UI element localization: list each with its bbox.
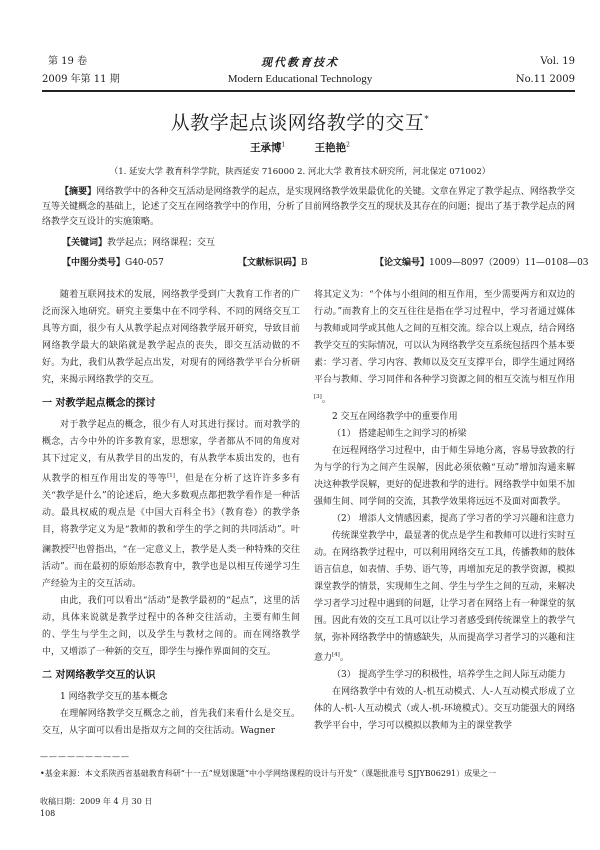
keywords	[62, 235, 215, 248]
doc-code-value: B	[301, 258, 308, 268]
header-issue-en: No.11 2009	[515, 74, 575, 85]
author-name: 王艳艳	[314, 142, 347, 154]
subsection-heading-1: 1 网络教学交互的基本概念	[60, 692, 168, 702]
article-title-text: 从教学起点谈网络教学的交互	[170, 112, 425, 134]
clc-number	[62, 255, 164, 268]
article-number	[375, 255, 589, 268]
header-volume-cn: 第 19 卷	[48, 56, 88, 67]
paragraph-text: ，但是在分析了这许许多多有关“教学是什么”的论述后，绝大多数观点都把教学看作是一种活动。最具权威的观点是《中国大百科全书》（教育卷）的教学条目，将教学定义为是“教师的教和学生的学之间的共同活动”。叶澜教授	[42, 474, 300, 555]
header-rule	[42, 90, 575, 92]
citation-ref: [4]	[332, 652, 340, 658]
citation-ref: [1]	[167, 473, 175, 479]
header-journal-en: Modern Educational Technology	[227, 73, 373, 85]
paragraph-text: 。	[339, 653, 349, 663]
right-column	[314, 287, 575, 735]
body-paragraph: 在理解网络教学交互概念之前，首先我们来看什么是交互。交互，从字面可以看出是指双方之间的交往活动。Wagner	[42, 709, 300, 736]
header-volume-en: Vol. 19	[540, 56, 575, 67]
keywords-label: 【关键词】	[62, 238, 108, 248]
keywords-text: 教学起点；网络课程；交互	[107, 238, 216, 248]
abstract	[42, 185, 575, 230]
citation-ref: [2]	[69, 544, 78, 550]
header-issue-cn: 2009 年第 11 期	[42, 74, 120, 85]
paragraph-text: 也曾指出，“在一定意义上，教学是人类一种特殊的交往活动”。而在最初的原始形态教育中，教学也是以相互传递学习生产经验为主的交互活动。	[42, 545, 300, 589]
footnote-separator: ——————————	[40, 752, 130, 761]
received-date: 收稿日期：2009 年 4 月 30 日	[40, 797, 153, 806]
body-paragraph: 在远程网络学习过程中，由于师生异地分离，容易导致教的行为与学的行为之间产生误解，因此必须依赖“互动”增加沟通来解决这种教学误解，更好的促进教和学的进行。网络教学中如果不加强师生间、同学间的交流，其教学效果将远远不及面对面教学。	[314, 446, 576, 507]
paragraph-text: 。	[321, 395, 331, 405]
paragraph-text: 传统课堂教学中，最显著的优点是学生和教师可以进行实时互动。在网络教学过程中，可以利用网络交互工具，传播教师的肢体语言信息，如表情、手势、语气等，再增加充足的教学资源，模拟课堂教学的情景，实现师生之间、学生与学生之间的互动，来解决学习者学习过程中遇到的问题，让学习者在网络上有一种课堂的氛围。因此有效的交互工具可以让学习者感受到传统课堂上的教学气氛，弥补网络教学中的情感缺失，从而提高学习者学习的兴趣和注意力	[314, 531, 576, 663]
body-paragraph	[42, 417, 300, 593]
abstract-label: 【摘要】	[60, 187, 97, 197]
page-number: 108	[40, 809, 56, 818]
subsection-heading-2: 2 交互在网络教学中的重要作用	[332, 412, 458, 422]
section-heading-1: 一 对教学起点概念的探讨	[42, 398, 156, 409]
article-no-label: 【论文编号】	[375, 258, 430, 268]
body-paragraph	[314, 528, 575, 667]
item-heading-1: （1） 搭建起师生之间学习的桥梁	[332, 429, 467, 439]
funding-footnote: •基金来源：本文系陕西省基础教育科研“十一五”规划课题“中小学网络课程的设计与开发”（课题批准号 SJJYB06291）成果之一	[40, 769, 497, 778]
body-paragraph	[314, 287, 575, 409]
author-list	[0, 140, 600, 155]
title-footnote-mark: *	[424, 114, 430, 125]
body-paragraph: 由此，我们可以看出“活动”是教学最初的“起点”，这里的活动，具体来说就是教学过程中的各种交往活动，主要有师生间的、学生与学生之间，以及学生与教材之间的。而在网络教学中，又增添了一种新的交互，即学生与操作界面间的交互。	[42, 596, 300, 657]
document-code	[238, 255, 308, 268]
abstract-text: 网络教学中的各种交互活动是网络教学的起点，是实现网络教学效果最优化的关键。文章在界定了教学起点、网络教学交互等关键概念的基础上，论述了交互在网络教学中的作用，分析了目前网络教学交互的现状及其存在的问题；提出了基于教学起点的网络教学交互设计的实施策略。	[42, 187, 575, 227]
left-column	[42, 287, 300, 740]
author-affil-mark: 2	[346, 141, 350, 149]
doc-code-label: 【文献标识码】	[238, 258, 302, 268]
paragraph-text: 将其定义为：“个体与小组间的相互作用，至少需要两方和双边的行动。”而教育上的交互往往是指在学习过程中，学习者通过媒体与教师或同学或其他人之间的互相交流。综合以上观点，结合网络教学交互的实际情况，可以认为网络教学交互系统包括四个基本要素：学习者、学习内容、教师以及交互支撑平台，即学生通过网络平台与教师、学习同伴和各种学习资源之间的相互交流与相互作用	[314, 290, 576, 385]
body-paragraph: 在网络教学中有效的人-机互动模式、人-人互动模式形成了立体的人-机-人互动模式（或人-机-环境模式）。交互功能强大的网络教学平台中，学习可以模拟以教师为主的课堂教学	[314, 687, 575, 731]
article-title	[0, 108, 600, 135]
intro-paragraph: 随着互联网技术的发展，网络教学受到广大教育工作者的广泛而深入地研究。研究主要集中在不同学科、不同的网络交互工具等方面，很少有人从教学起点对网络教学展开研究，导致目前网络教学最大的缺陷就是教学起点的丧失，即交互活动做的不好。为此，我们从教学起点出发，对现有的网络教学平台分析研究，来揭示网络教学的交互。	[42, 290, 300, 385]
clc-value: G40-057	[125, 258, 164, 268]
author-name: 王承博	[250, 142, 282, 154]
item-heading-2: （2） 增添人文情感因素，提高了学习者的学习兴趣和注意力	[332, 514, 575, 524]
header-journal-cn: 现代教育技术	[261, 56, 339, 69]
clc-label: 【中图分类号】	[62, 258, 126, 268]
article-no-value: 1009—8097（2009）11—0108—03	[429, 258, 589, 268]
section-heading-2: 二 对网络教学交互的认识	[42, 670, 156, 681]
affiliations: （1. 延安大学 教育科学学院，陕西延安 716000 2. 河北大学 教育技术研究所，河北保定 071002）	[109, 167, 491, 177]
item-heading-3: （3） 提高学生学习的积极性，培养学生之间人际互动能力	[332, 670, 566, 680]
author-affil-mark: 1	[281, 141, 286, 149]
paragraph-text: 对于教学起点的概念，很少有人对其进行探讨。而对教学的概念，古今中外的许多教育家，思想家，学者都从不同的角度对其下过定义，有从教学目的出发的，有从教学本质出发的，也有从教学的相互作用出发的等等	[42, 420, 300, 484]
citation-ref: [3]	[314, 394, 322, 400]
